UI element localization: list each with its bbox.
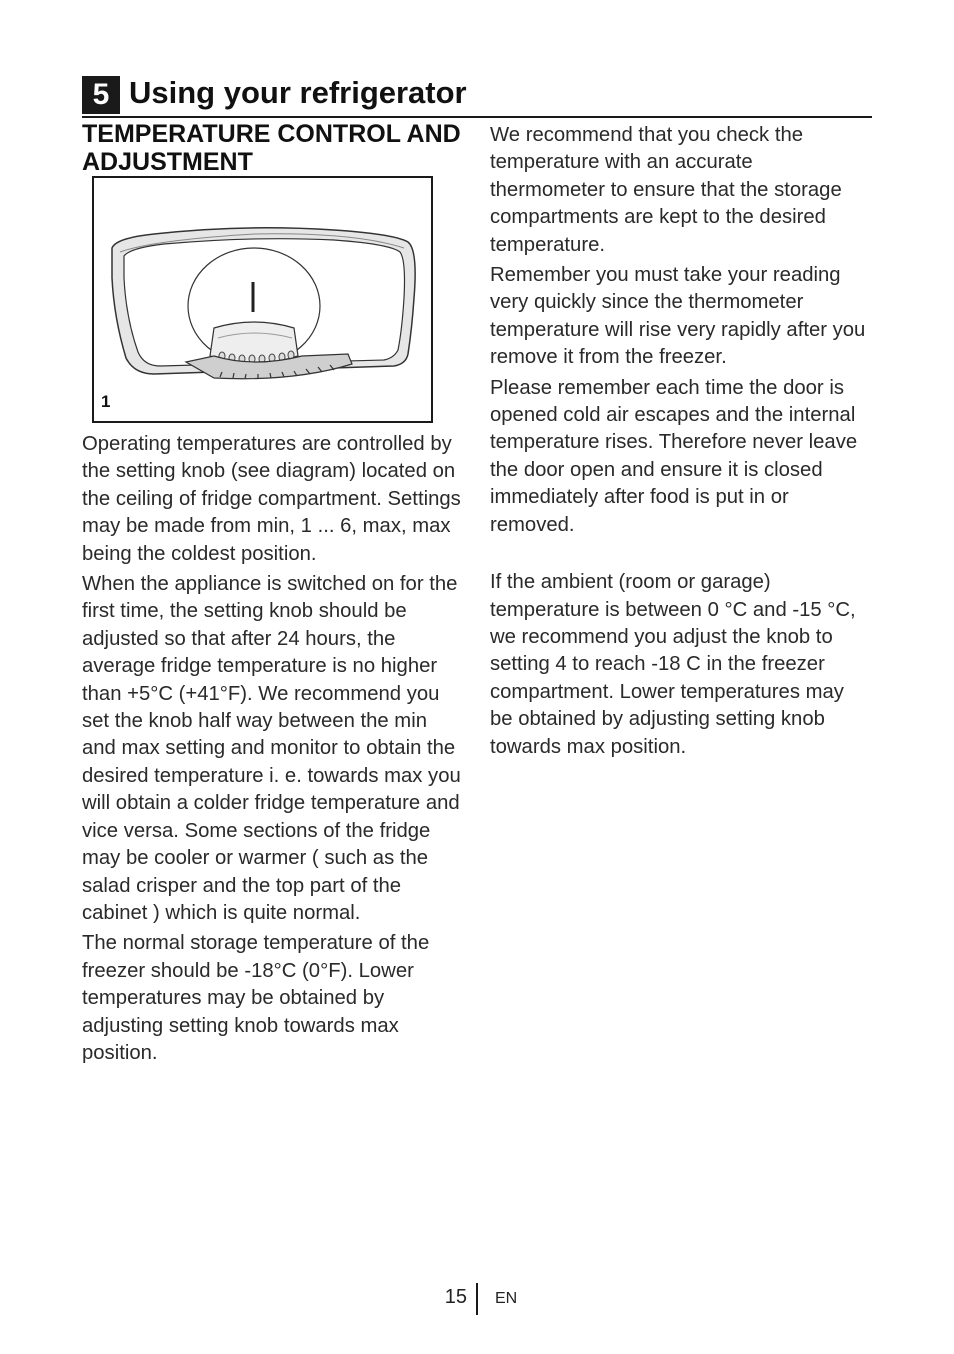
paragraph: The normal storage temperature of the freezer should be -18°C (0°F). Lower temperatures may be obtained by adjusting setting knob towards max position. xyxy=(82,932,430,1064)
page-number: 15 xyxy=(444,1286,467,1308)
language-code: EN xyxy=(495,1290,518,1307)
right-column xyxy=(490,122,872,764)
paragraph: We recommend that you check the temperature with an accurate thermometer to ensure that the storage compartments are kept to the desired temperature. xyxy=(490,124,842,256)
figure-label: 1 xyxy=(101,392,111,411)
paragraph: If the ambient (room or garage) temperature is between 0 °C and -15 °C, we recommend you adjust the knob to setting 4 to reach -18 C in the freezer compartment. Lower temperatures may be obtained by adjusting setting knob towards max position. xyxy=(490,571,856,758)
thermostat-figure xyxy=(92,176,433,423)
section-number: 5 xyxy=(82,76,120,114)
subheading: TEMPERATURE CONTROL AND ADJUSTMENT xyxy=(82,120,461,176)
thermostat-knob-diagram xyxy=(94,178,435,425)
footer-divider xyxy=(476,1283,478,1315)
paragraph: Operating temperatures are controlled by the setting knob (see diagram) located on the ceiling of fridge compartment. Settings may be made from min, 1 ... 6, max, max being the coldest position. xyxy=(82,433,461,565)
section-header xyxy=(82,74,872,118)
paragraph: When the appliance is switched on for the first time, the setting knob should be adjusted so that after 24 hours, the average fridge temperature is no higher than +5°C (+41°F). We recommend you set the knob half way between the min and max setting and monitor to obtain the desired temperature i. e. towards max you will obtain a colder fridge temperature and vice versa. Some sections of the fridge may be cooler or warmer ( such as the salad crisper and the top part of the cabinet ) which is quite normal. xyxy=(82,573,461,924)
page-footer xyxy=(0,1283,954,1315)
section-title: Using your refrigerator xyxy=(129,75,467,110)
paragraph: Remember you must take your reading very quickly since the thermometer temperature will rise very rapidly after you remove it from the freezer. xyxy=(490,264,866,369)
left-column xyxy=(82,431,464,1070)
paragraph: Please remember each time the door is opened cold air escapes and the internal temperature rises. Therefore never leave the door open and ensure it is closed immediately after food is put in or removed. xyxy=(490,376,858,536)
